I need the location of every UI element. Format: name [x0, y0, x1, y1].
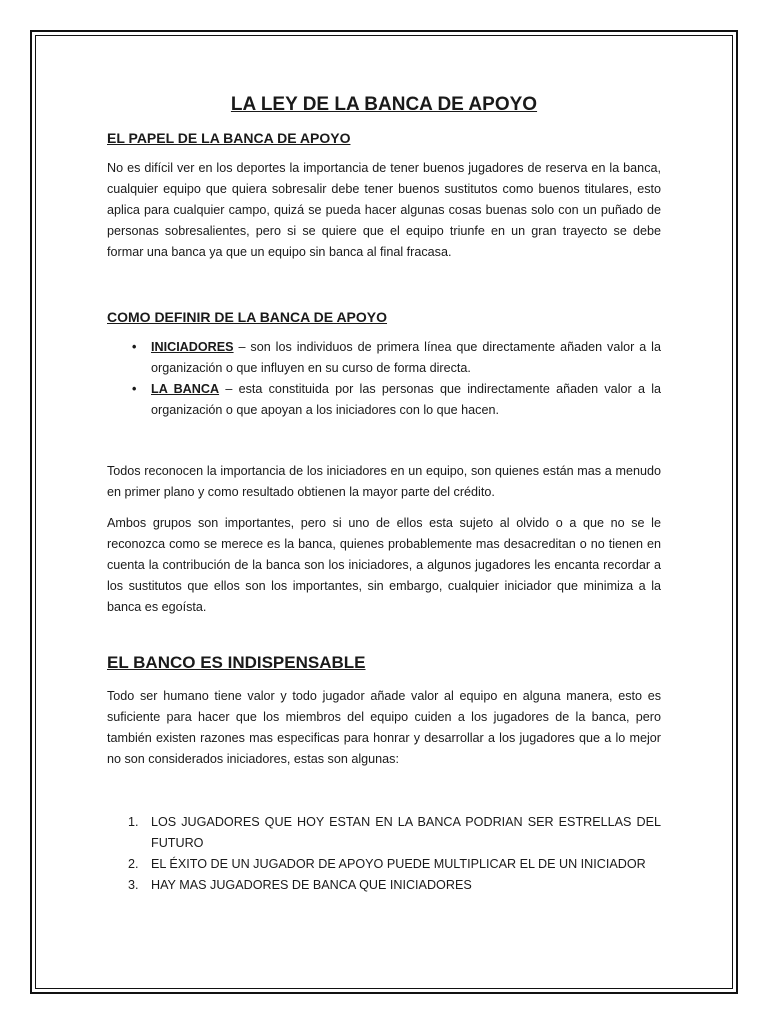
document-title: LA LEY DE LA BANCA DE APOYO [230, 94, 538, 115]
term-description: – esta constituida por las personas que indirectamente añaden valor a la organización o que apoyan a los iniciadores con lo que hacen. [151, 382, 662, 417]
list-number: 2. [128, 857, 139, 871]
definition-list [107, 337, 661, 421]
term-label: INICIADORES [151, 340, 234, 354]
list-item [128, 875, 661, 896]
paragraph-indispensable: Todo ser humano tiene valor y todo jugador añade valor al equipo en alguna manera, esto es suficiente para hacer que los miembros del equipo cuiden a los jugadores de la banca, pero también existen razones mas especificas para honrar y desarrollar a los jugadores que a lo mejor no son considerados iniciadores, estas son algunas: [107, 689, 661, 766]
list-number: 3. [128, 878, 139, 892]
reasons-list [107, 812, 661, 896]
list-item [151, 379, 661, 421]
section-heading-indispensable: EL BANCO ES INDISPENSABLE [107, 653, 366, 672]
term-description: – son los individuos de primera línea que directamente añaden valor a la organización o que influyen en su curso de forma directa. [151, 340, 661, 375]
document-body [107, 92, 661, 896]
paragraph-ambos: Ambos grupos son importantes, pero si uno de ellos esta sujeto al olvido o a que no se le reconozca como se merece es la banca, quienes probablemente mas desacreditan o no tienen en cuenta la contribución de la banca son los iniciadores, a algunos jugadores les encanta recordar a los sustitutos que ellos son los importantes, sin embargo, cualquier iniciador que minimiza a la banca es egoísta. [107, 516, 661, 614]
list-text: LOS JUGADORES QUE HOY ESTAN EN LA BANCA PODRIAN SER ESTRELLAS DEL FUTURO [151, 815, 661, 850]
list-text: HAY MAS JUGADORES DE BANCA QUE INICIADORES [151, 878, 472, 892]
list-text: EL ÉXITO DE UN JUGADOR DE APOYO PUEDE MULTIPLICAR EL DE UN INICIADOR [151, 857, 646, 871]
list-item [128, 854, 661, 875]
list-item [128, 812, 661, 854]
paragraph-reconocen: Todos reconocen la importancia de los iniciadores en un equipo, son quienes están mas a menudo en primer plano y como resultado obtienen la mayor parte del crédito. [107, 464, 661, 499]
list-number: 1. [128, 815, 139, 829]
term-label: LA BANCA [151, 382, 220, 396]
paragraph-papel: No es difícil ver en los deportes la importancia de tener buenos jugadores de reserva en la banca, cualquier equipo que quiera sobresalir debe tener buenos sustitutos como buenos titulares, esto aplica para cualquier campo, quizá se pueda hacer algunas cosas buenas solo con un puñado de personas sobresalientes, pero si se quiere que el equipo triunfe en un gran trayecto se debe formar una banca ya que un equipo sin banca al final fracasa. [107, 161, 661, 259]
section-heading-papel: EL PAPEL DE LA BANCA DE APOYO [107, 130, 351, 146]
list-item [151, 337, 661, 379]
section-heading-definir: COMO DEFINIR DE LA BANCA DE APOYO [107, 309, 388, 325]
